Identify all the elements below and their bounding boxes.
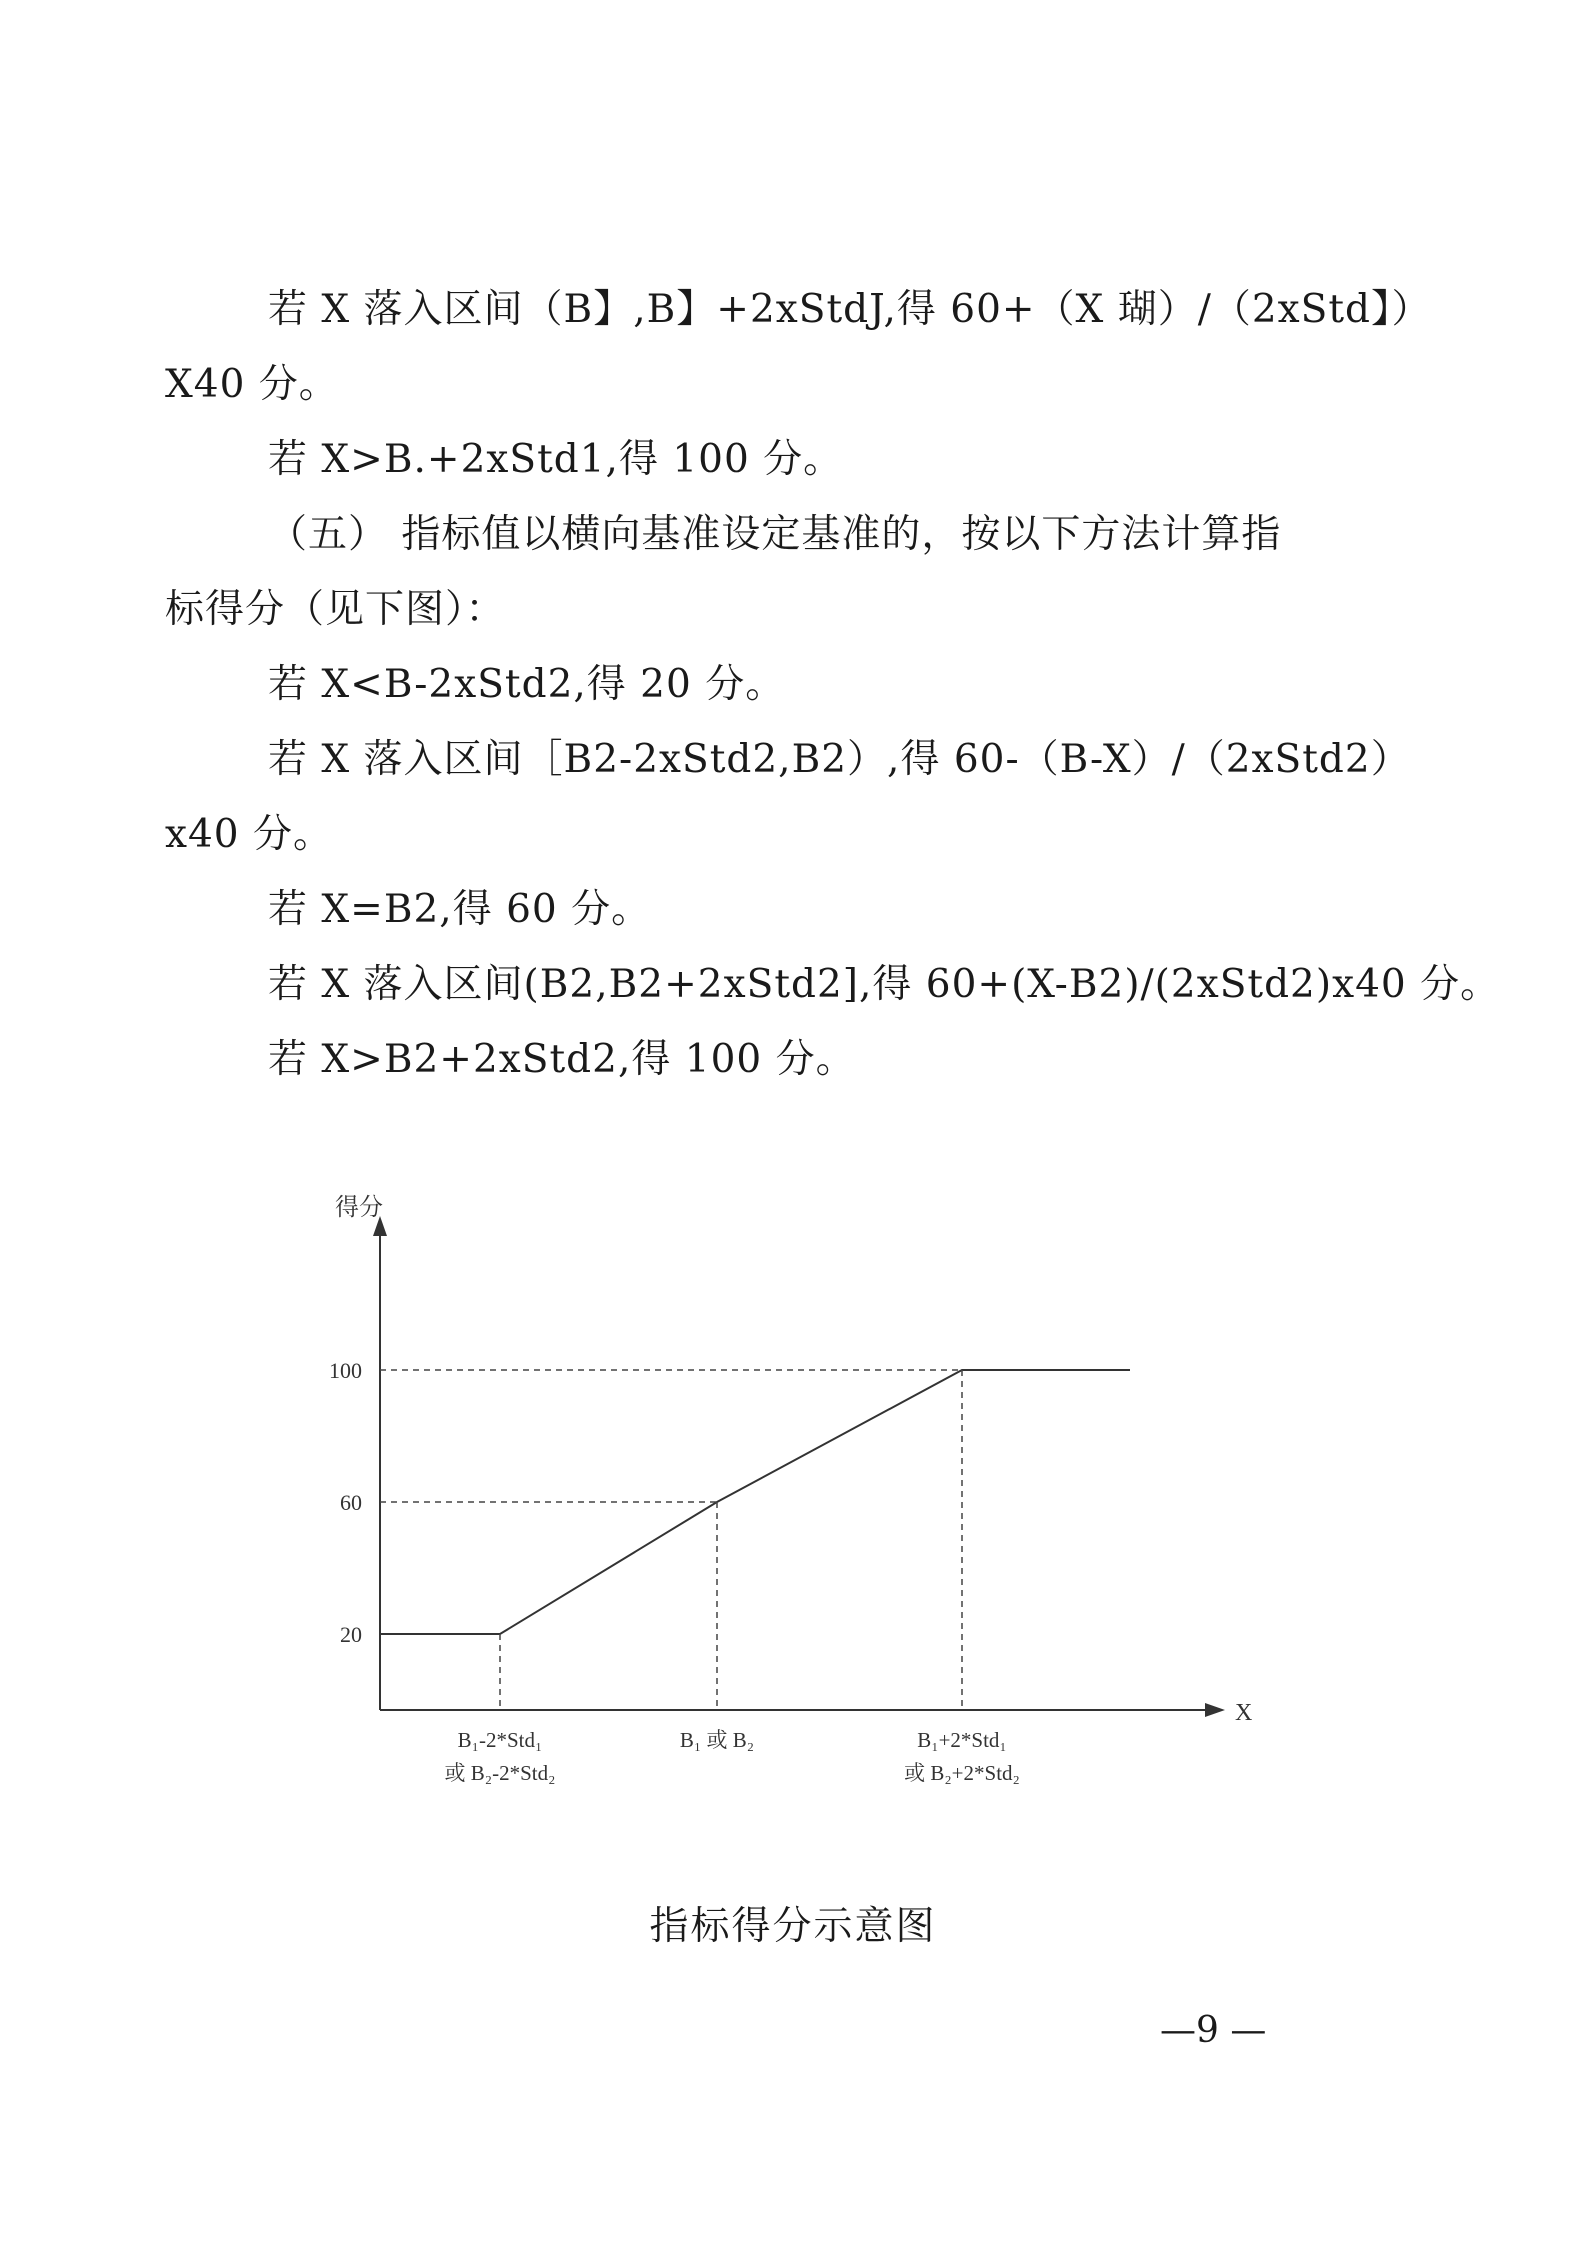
x-tick-label: 或 B₂-2*Std₂ [444, 1761, 556, 1785]
score-chart-svg [310, 1180, 1270, 1820]
y-axis-label: 得分 [335, 1193, 383, 1221]
x-axis-label: X [1235, 1700, 1253, 1726]
figure-caption: 指标得分示意图 [649, 1904, 937, 1949]
y-tick-label-20: 20 [340, 1622, 362, 1647]
paragraph-line: x40 分。 [165, 812, 334, 857]
paragraph-line: 若 X 落入区间［B2-2xStd2,B2）,得 60-（B-X）/（2xStd2） [268, 737, 1411, 782]
paragraph-line: 若 X>B.+2xStd1,得 100 分。 [268, 437, 844, 482]
x-tick-label: B₁ 或 B₂ [679, 1728, 755, 1752]
x-tick-label: 或 B₂+2*Std₂ [904, 1761, 1020, 1785]
paragraph-line: 若 X 落入区间（B】,B】+2xStdJ,得 60+（X 瑚）/（2xStd】） [268, 287, 1432, 332]
y-tick-label-100: 100 [329, 1358, 362, 1383]
paragraph-line: 若 X=B2,得 60 分。 [268, 887, 652, 932]
x-tick-label: B₁-2*Std₁ [457, 1728, 543, 1752]
section-heading: （五） 指标值以横向基准设定基准的，按以下方法计算指 [268, 512, 1282, 557]
paragraph-line: X40 分。 [165, 362, 339, 407]
paragraph-line: 标得分（见下图）： [165, 587, 506, 632]
y-tick-label-60: 60 [340, 1490, 362, 1515]
x-axis-arrow [1205, 1703, 1225, 1717]
paragraph-line: 若 X<B-2xStd2,得 20 分。 [268, 662, 786, 707]
score-chart [310, 1180, 1270, 1820]
page-number: —9 — [1160, 2010, 1267, 2051]
paragraph-line: 若 X 落入区间(B2,B2+2xStd2],得 60+(X-B2)/(2xStd2)x40 分。 [268, 962, 1501, 1007]
x-tick-label: B₁+2*Std₁ [917, 1728, 1007, 1752]
paragraph-line: 若 X>B2+2xStd2,得 100 分。 [268, 1037, 856, 1082]
